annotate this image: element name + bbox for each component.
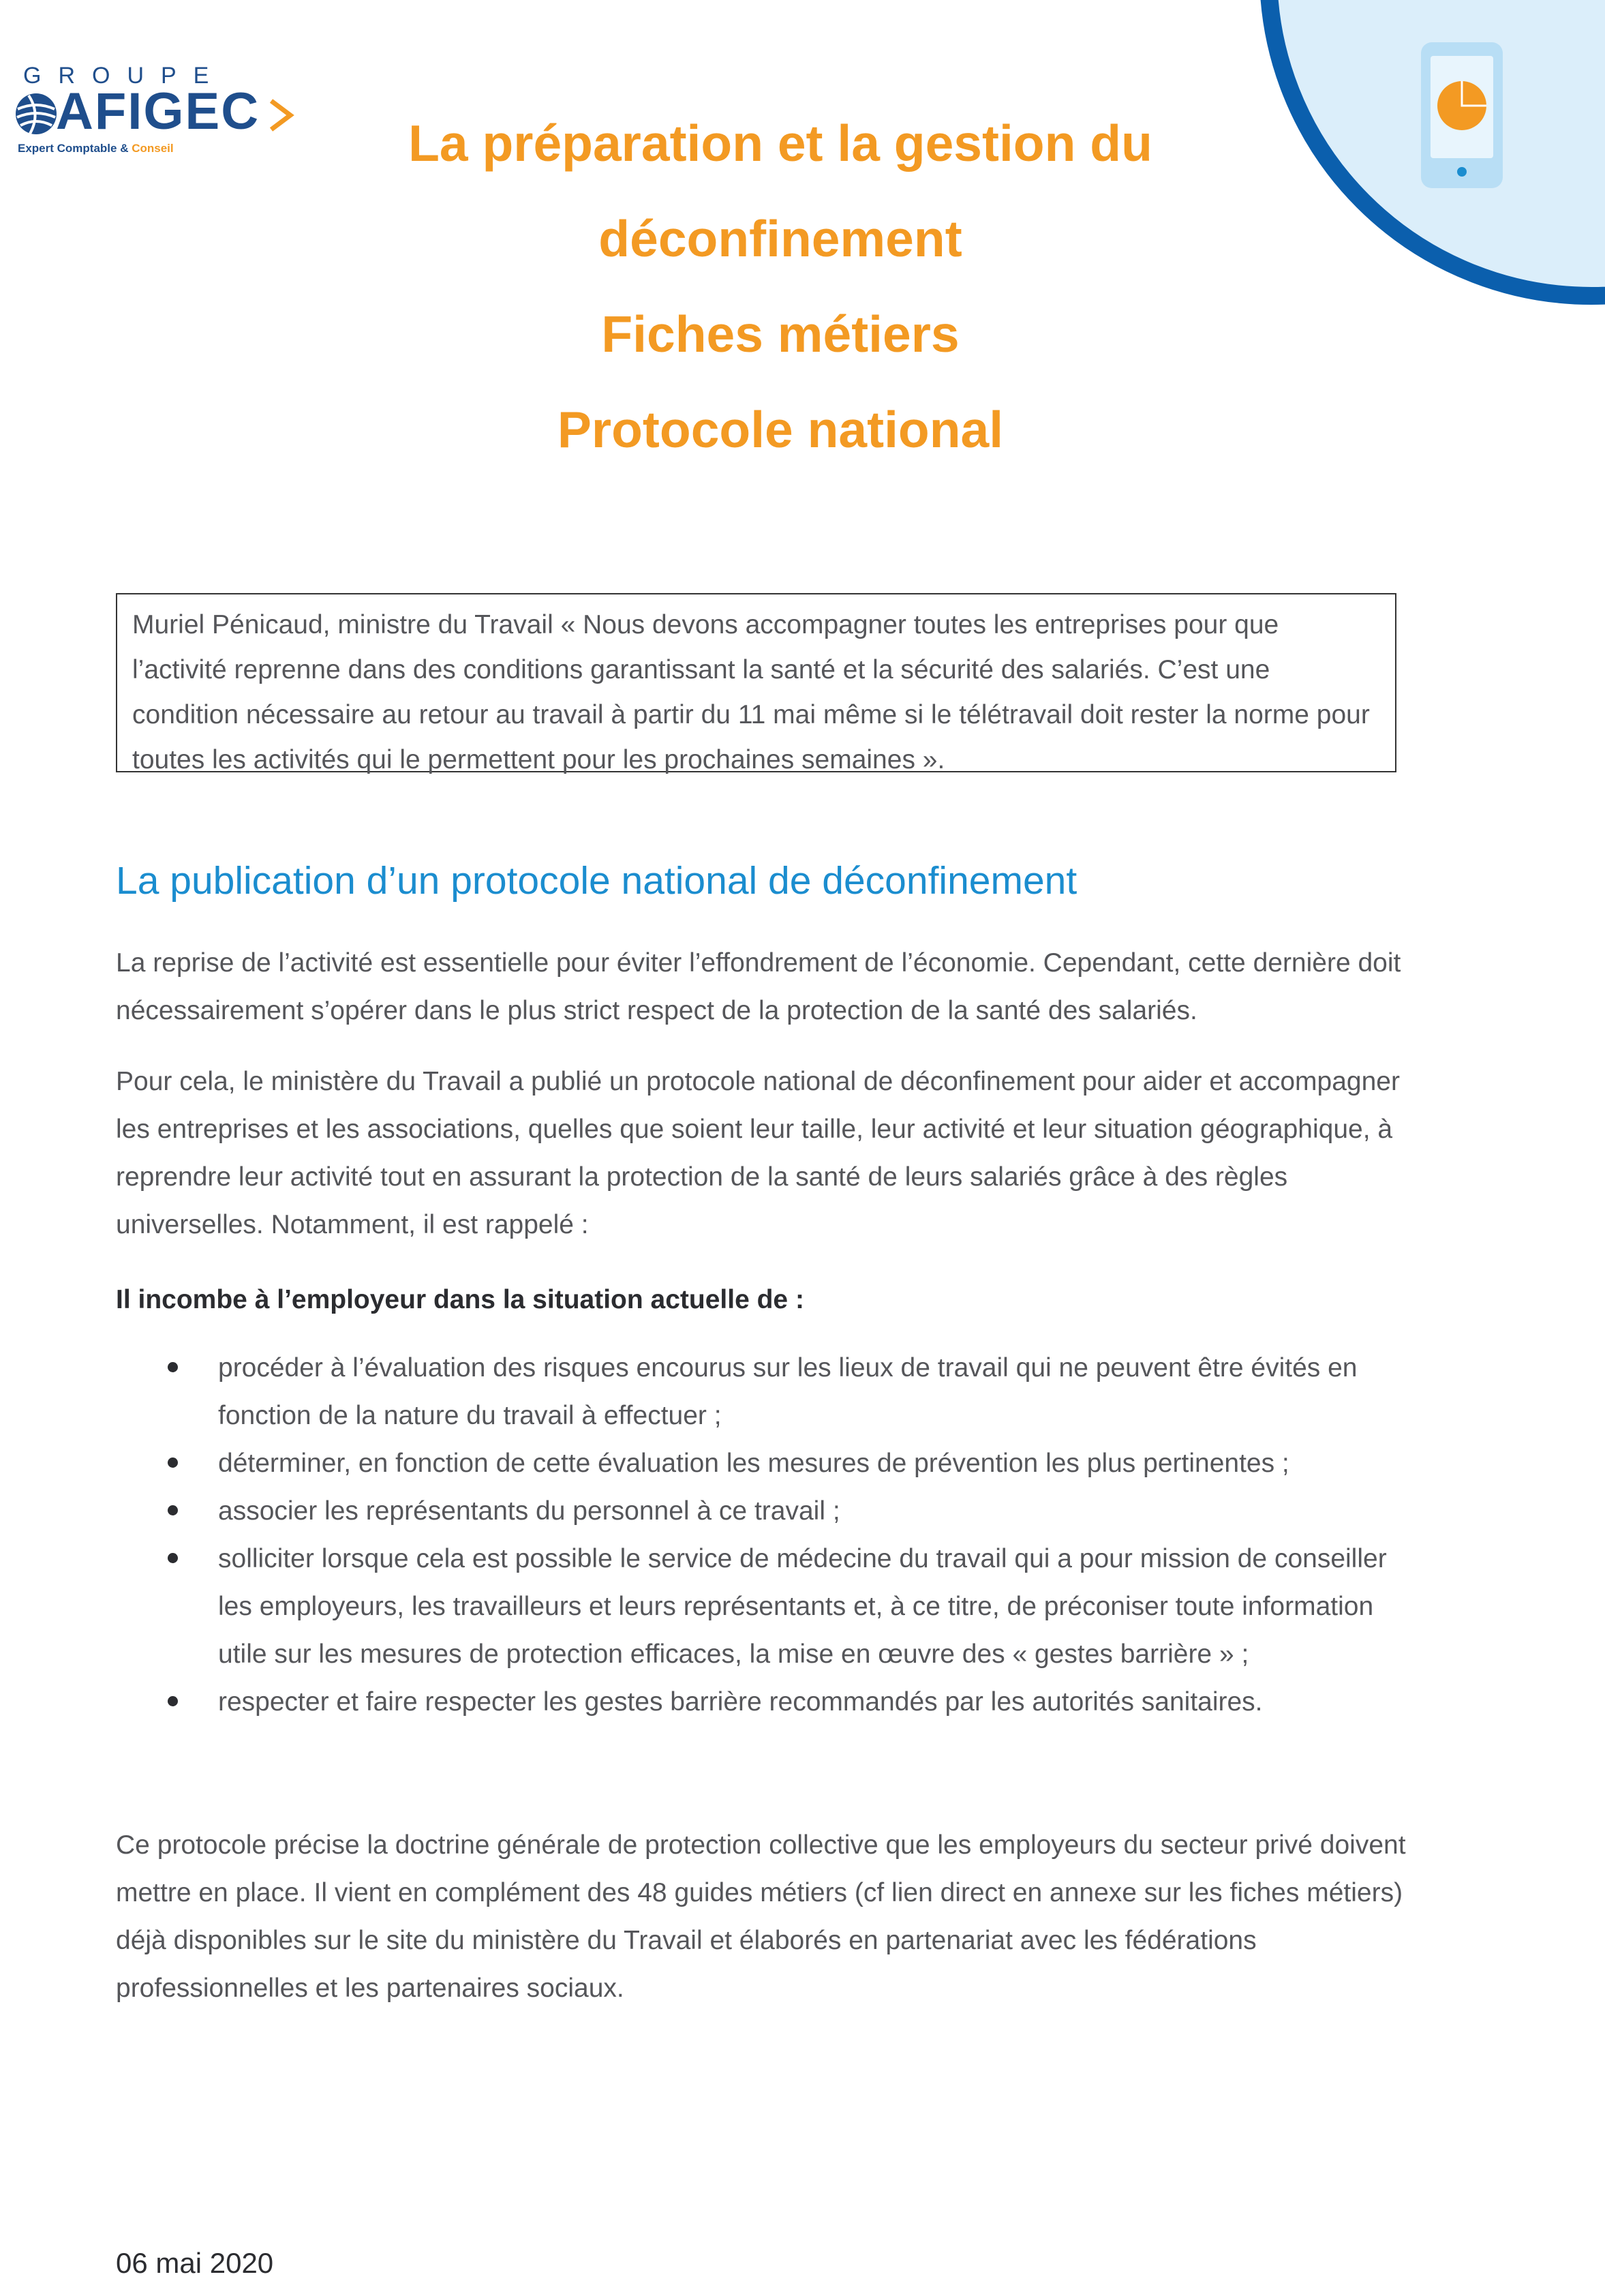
bullet-icon — [168, 1362, 178, 1372]
chevron-right-icon — [267, 98, 294, 132]
bullet-icon — [168, 1696, 178, 1706]
footer-date: 06 mai 2020 — [116, 2247, 274, 2279]
title-line: Fiches métiers — [601, 305, 960, 363]
employer-obligations-list — [116, 1344, 1411, 1726]
list-item-text: solliciter lorsque cela est possible le service de médecine du travail qui a pour mission de conseiller les employeurs, les travailleurs et leurs représentants et, à ce titre, de préconiser toute information utile sur les mesures de protection efficaces, la mise en œuvre des « gestes barrière » ; — [218, 1544, 1387, 1669]
title-line: La préparation et la gestion du — [408, 115, 1152, 172]
bullet-icon — [168, 1457, 178, 1468]
paragraph: Ce protocole précise la doctrine générale de protection collective que les employeurs du secteur privé doivent mettre en place. Il vient en complément des 48 guides métiers (cf lien direct en annexe sur les fiches métiers) déjà disponibles sur le site du ministère du Travail et élaborés en partenariat avec les fédérations professionnelles et les partenaires sociaux. — [116, 1830, 1406, 2003]
logo-name: AFIGEC — [56, 82, 260, 140]
list-item — [116, 1535, 1411, 1678]
logo-tagline-accent: Conseil — [132, 142, 174, 155]
list-item — [116, 1344, 1411, 1440]
list-item — [116, 1678, 1411, 1726]
list-item — [116, 1487, 1411, 1535]
logo-tagline — [18, 142, 174, 155]
logo-tagline-main: Expert Comptable & — [18, 142, 132, 155]
bullet-icon — [168, 1505, 178, 1515]
paragraph: La reprise de l’activité est essentielle pour éviter l’effondrement de l’économie. Cependant, cette dernière doit nécessairement s’opérer dans le plus strict respect de la protection de la santé des salariés. — [116, 948, 1401, 1025]
list-item-text: déterminer, en fonction de cette évaluation les mesures de prévention les plus pertinentes ; — [218, 1449, 1289, 1478]
document-title — [327, 95, 1234, 477]
paragraph: Pour cela, le ministère du Travail a publié un protocole national de déconfinement pour aider et accompagner les entreprises et les associations, quelles que soient leur taille, leur activité et leur situation géographique, à reprendre leur activité tout en assurant la protection de la santé de leurs salariés grâce à des règles universelles. Notamment, il est rappelé : — [116, 1067, 1400, 1239]
globe-icon — [14, 91, 59, 136]
title-line: Protocole national — [557, 401, 1004, 458]
smartphone-pie-chart-icon — [1251, 0, 1605, 341]
company-logo — [14, 63, 300, 165]
minister-quote-box — [116, 593, 1396, 772]
list-item-text: respecter et faire respecter les gestes barrière recommandés par les autorités sanitaires. — [218, 1687, 1263, 1717]
list-item-text: procéder à l’évaluation des risques encourus sur les lieux de travail qui ne peuvent être évités en fonction de la nature du travail à effectuer ; — [218, 1353, 1358, 1430]
list-item-text: associer les représentants du personnel à ce travail ; — [218, 1496, 840, 1526]
bullet-icon — [168, 1553, 178, 1563]
logo-groupe-label: GROUPE — [23, 63, 226, 89]
list-lead-text: Il incombe à l’employeur dans la situation actuelle de : — [116, 1285, 804, 1314]
title-line: déconfinement — [598, 210, 962, 267]
quote-text: Muriel Pénicaud, ministre du Travail « Nous devons accompagner toutes les entreprises pour que l’activité reprenne dans des conditions garantissant la santé et la sécurité des salariés. C’est une condition nécessaire au retour au travail à partir du 11 mai même si le télétravail doit rester la norme pour toutes les activités qui le permettent pour les prochaines semaines ». — [132, 610, 1370, 774]
section-heading: La publication d’un protocole national de déconfinement — [116, 859, 1077, 903]
list-item — [116, 1440, 1411, 1487]
